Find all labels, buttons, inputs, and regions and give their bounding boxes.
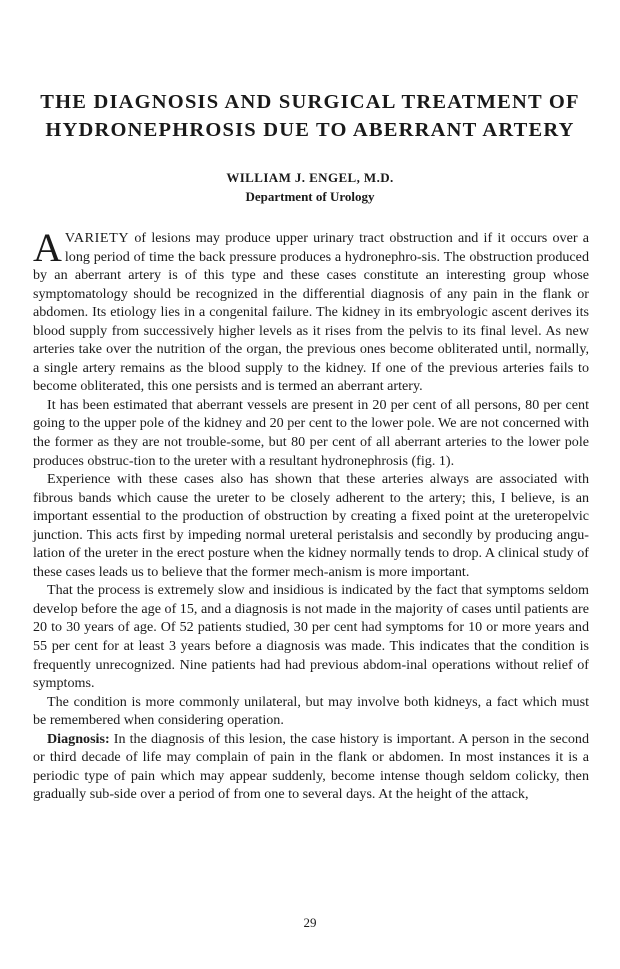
paragraph-laterality: The condition is more commonly unilateral, but may involve both kidneys, a fact which must be remembered when considering operation. <box>33 693 589 729</box>
paragraph-process: That the process is extremely slow and insidious is indicated by the fact that symptoms seldom develop before the age of 15, and a diagnosis is not made in the majority of cases until patients are 20 to 30 years of age. Of 52 patients studied, 30 per cent had symptoms for 10 or more years and 55 per cent for at least 3 years before a diagnosis was made. This indicates that the condition is frequently unrecognized. Nine patients had had previous abdom-inal operations without relief of symptoms. <box>33 582 589 692</box>
author-department: Department of Urology <box>245 189 375 204</box>
lead-in-word: VARIETY <box>64 230 130 246</box>
paragraph-diagnosis-text: In the diagnosis of this lesion, the case history is important. A person in the second or third decade of life may complain of pain in the flank or abdomen. In most instances it is a periodic type of pain which may appear suddenly, become intense though seldom colicky, then gradually sub-side over a period of from one to several days. At the height of the attack, <box>33 730 589 803</box>
article-title-line-2: HYDRONEPHROSIS DUE TO ABERRANT ARTERY <box>45 119 575 141</box>
paragraph-diagnosis <box>33 730 589 804</box>
paragraph-intro-text: of lesions may produce upper urinary tract obstruction and if it occurs over a long period of time the back pressure produces a hydronephro-sis. The obstruction produced by an aberrant artery is of this type and these cases constitute an interesting group whose symptomatology should be recognized in the differential diagnosis of any pain in the flank or abdomen. Its etiology lies in a congenital failure. The kidney in its embryologic ascent derives its blood supply from successively higher levels as it rises from the pelvis to its final level. As new arteries take over the nutrition of the organ, the previous ones become obliterated until, normally, a single artery remains as the blood supply to the kidney. If one of the previous arteries fails to become obliterated, this one persists and is termed an aberrant artery. <box>33 230 589 395</box>
paragraph-incidence: It has been estimated that aberrant vessels are present in 20 per cent of all persons, 80 per cent going to the upper pole of the kidney and 20 per cent to the lower pole. We are not concerned with the former as they are not trouble-some, but 80 per cent of all aberrant arteries to the lower pole produces obstruc-tion to the ureter with a resultant hydronephrosis (fig. 1). <box>33 396 589 469</box>
drop-cap: A <box>33 225 62 270</box>
page-number: 29 <box>303 915 317 930</box>
author-name: WILLIAM J. ENGEL, M.D. <box>226 170 394 185</box>
article-body <box>33 225 589 804</box>
paragraph-intro <box>33 225 589 396</box>
paragraph-experience: Experience with these cases also has shown that these arteries always are associated with fibrous bands which cause the ureter to be closely adherent to the artery; this, I believe, is an important essential to the production of obstruction by creating a fixed point at the ureteropelvic junction. This acts first by impeding normal ureteral peristalsis and secondly by producing angu-lation of the ureter in the erect posture when the kidney normally tends to drop. A clinical study of these cases leads us to believe that the former mech-anism is more important. <box>33 471 589 580</box>
section-run-in-heading: Diagnosis: <box>47 730 110 747</box>
article-title-line-1: THE DIAGNOSIS AND SURGICAL TREATMENT OF <box>40 91 580 113</box>
